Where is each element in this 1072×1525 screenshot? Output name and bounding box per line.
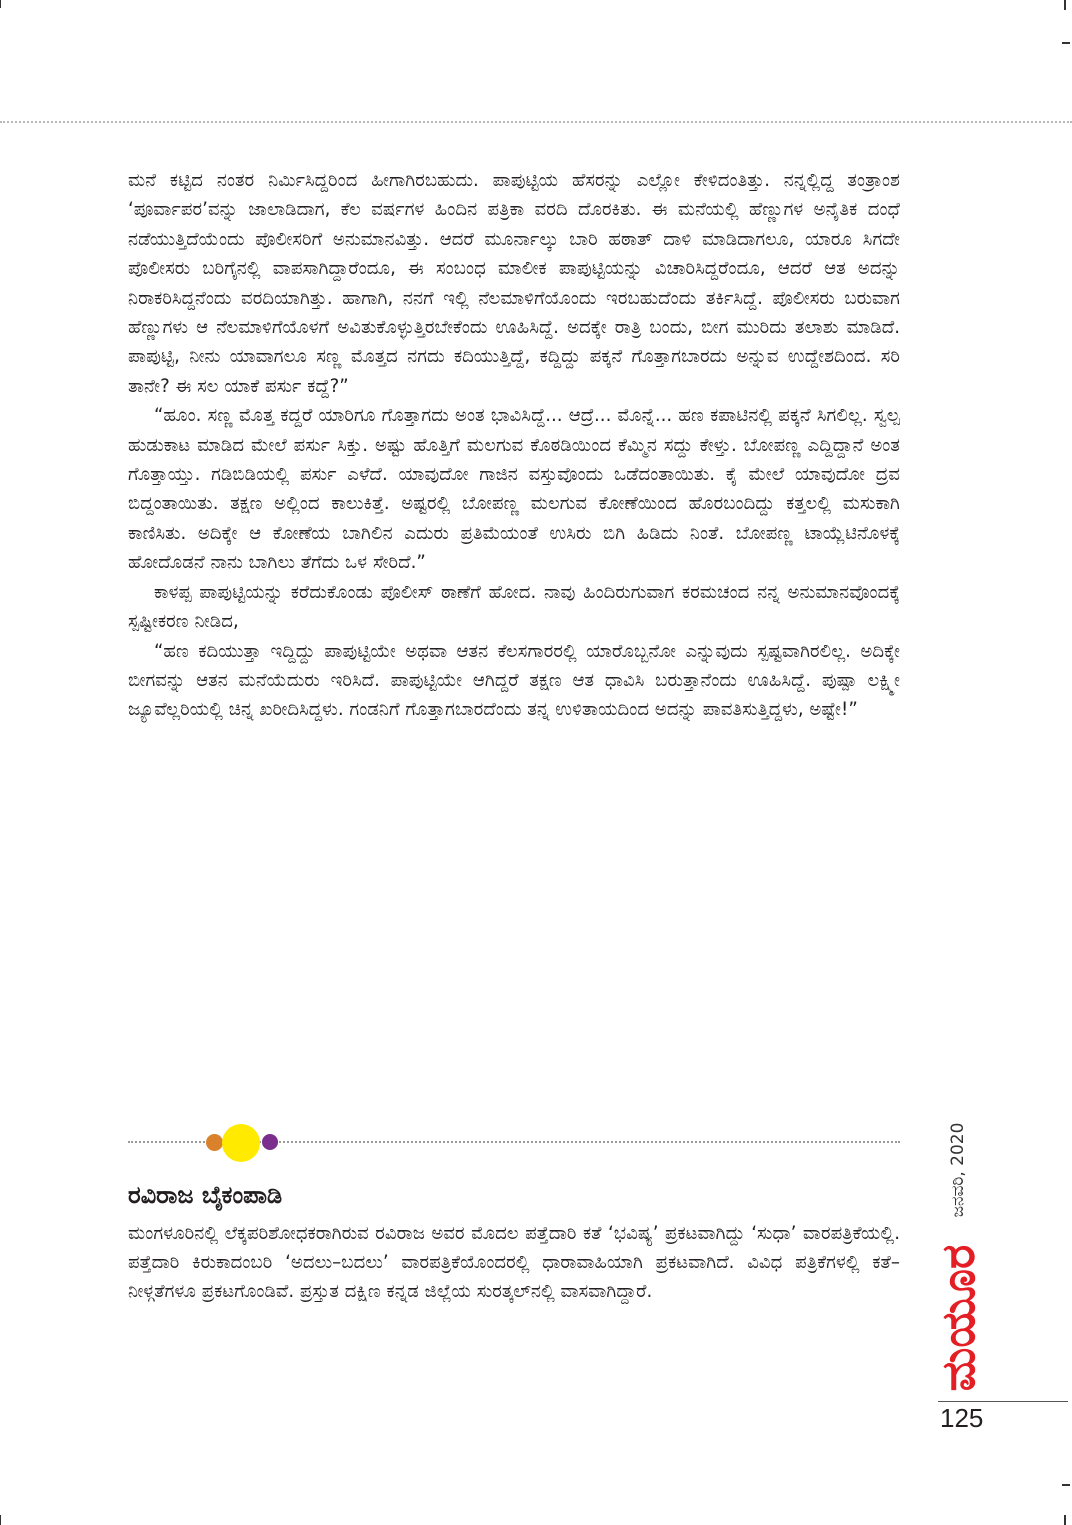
top-dotted-rule — [0, 121, 1072, 123]
crop-mark — [1062, 1484, 1070, 1486]
page-number-rule — [938, 1401, 1068, 1402]
magazine-logo — [920, 1232, 998, 1404]
issue-date — [938, 1110, 978, 1230]
author-bio: ಮಂಗಳೂರಿನಲ್ಲಿ ಲೆಕ್ಕಪರಿಶೋಧಕರಾಗಿರುವ ರವಿರಾಜ ಅವರ ಮೊದಲ ಪತ್ತೆದಾರಿ ಕತೆ ‘ಭವಿಷ್ಯ’ ಪ್ರಕಟವಾಗಿದ್ದು ‘ಸುಧಾ’ ವಾರಪತ್ರಿಕೆಯಲ್ಲಿ. ಪತ್ತೆದಾರಿ ಕಿರುಕಾದಂಬರಿ ‘ಅದಲು–ಬದಲು’ ವಾರಪತ್ರಿಕೆಯೊಂದರಲ್ಲಿ ಧಾರಾವಾಹಿಯಾಗಿ ಪ್ರಕಟವಾಗಿದೆ. ವಿವಿಧ ಪತ್ರಿಕೆಗಳಲ್ಲಿ ಕತೆ–ನೀಳ್ಗತೆಗಳೂ ಪ್ರಕಟಗೊಂಡಿವೆ. ಪ್ರಸ್ತುತ ದಕ್ಷಿಣ ಕನ್ನಡ ಜಿಲ್ಲೆಯ ಸುರತ್ಕಲ್‌ನಲ್ಲಿ ವಾಸವಾಗಿದ್ದಾರೆ. — [128, 1223, 900, 1302]
story-paragraph: ಮನೆ ಕಟ್ಟಿದ ನಂತರ ನಿರ್ಮಿಸಿದ್ದರಿಂದ ಹೀಗಾಗಿರಬಹುದು. ಪಾಪುಟ್ಟಿಯ ಹೆಸರನ್ನು ಎಲ್ಲೋ ಕೇಳಿದಂತಿತ್ತು. ನನ್ನಲ್ಲಿದ್ದ ತಂತ್ರಾಂಶ ‘ಪೂರ್ವಾಪರ’ವನ್ನು ಜಾಲಾಡಿದಾಗ, ಕೆಲ ವರ್ಷಗಳ ಹಿಂದಿನ ಪತ್ರಿಕಾ ವರದಿ ದೊರಕಿತು. ಈ ಮನೆಯಲ್ಲಿ ಹೆಣ್ಣುಗಳ ಅನೈತಿಕ ದಂಧೆ ನಡೆಯುತ್ತಿದೆಯೆಂದು ಪೊಲೀಸರಿಗೆ ಅನುಮಾನವಿತ್ತು. ಆದರೆ ಮೂರ್ನಾಲ್ಕು ಬಾರಿ ಹಠಾತ್ ದಾಳಿ ಮಾಡಿದಾಗಲೂ, ಯಾರೂ ಸಿಗದೇ ಪೊಲೀಸರು ಬರಿಗೈನಲ್ಲಿ ವಾಪಸಾಗಿದ್ದಾರೆಂದೂ, ಈ ಸಂಬಂಧ ಮಾಲೀಕ ಪಾಪುಟ್ಟಿಯನ್ನು ವಿಚಾರಿಸಿದ್ದರೆಂದೂ, ಆದರೆ ಆತ ಅದನ್ನು ನಿರಾಕರಿಸಿದ್ದನೆಂದು ವರದಿಯಾಗಿತ್ತು. ಹಾಗಾಗಿ, ನನಗೆ ಇಲ್ಲಿ ನೆಲಮಾಳಿಗೆಯೊಂದು ಇರಬಹುದೆಂದು ತರ್ಕಿಸಿದ್ದೆ. ಪೊಲೀಸರು ಬರುವಾಗ ಹೆಣ್ಣುಗಳು ಆ ನೆಲಮಾಳಿಗೆಯೊಳಗೆ ಅವಿತುಕೊಳ್ಳುತ್ತಿರಬೇಕೆಂದು ಊಹಿಸಿದ್ದೆ. ಅದಕ್ಕೇ ರಾತ್ರಿ ಬಂದು, ಬೀಗ ಮುರಿದು ತಲಾಶು ಮಾಡಿದೆ. ಪಾಪುಟ್ಟಿ, ನೀನು ಯಾವಾಗಲೂ ಸಣ್ಣ ಮೊತ್ತದ ನಗದು ಕದಿಯುತ್ತಿದ್ದೆ, ಕದ್ದಿದ್ದು ಪಕ್ಕನೆ ಗೊತ್ತಾಗಬಾರದು ಅನ್ನುವ ಉದ್ದೇಶದಿಂದ. ಸರಿ ತಾನೇ? ಈ ಸಲ ಯಾಕೆ ಪರ್ಸು ಕದ್ದೆ?” — [128, 170, 900, 397]
author-divider — [128, 1124, 900, 1164]
purple-dot-ornament — [262, 1134, 278, 1150]
crop-mark — [0, 1515, 1, 1525]
crop-mark — [0, 0, 1, 8]
author-name: ರವಿರಾಜ ಬೈಕಂಪಾಡಿ — [128, 1181, 283, 1209]
orange-dot-ornament — [206, 1134, 223, 1151]
crop-mark — [1062, 42, 1070, 44]
page-number: 125 — [940, 1403, 984, 1433]
crop-mark — [1064, 0, 1066, 10]
story-paragraph: “ಹೂಂ. ಸಣ್ಣ ಮೊತ್ತ ಕದ್ದರೆ ಯಾರಿಗೂ ಗೊತ್ತಾಗದು ಅಂತ ಭಾವಿಸಿದ್ದೆ... ಆದ್ರೆ... ಮೊನ್ನೆ... ಹಣ ಕಪಾಟಿನಲ್ಲಿ ಪಕ್ಕನೆ ಸಿಗಲಿಲ್ಲ. ಸ್ವಲ್ಪ ಹುಡುಕಾಟ ಮಾಡಿದ ಮೇಲೆ ಪರ್ಸು ಸಿಕ್ತು. ಅಷ್ಟು ಹೊತ್ತಿಗೆ ಮಲಗುವ ಕೊಠಡಿಯಿಂದ ಕೆಮ್ಮಿನ ಸದ್ದು ಕೇಳ್ತು. ಬೋಪಣ್ಣ ಎದ್ದಿದ್ದಾನೆ ಅಂತ ಗೊತ್ತಾಯ್ತು. ಗಡಿಬಿಡಿಯಲ್ಲಿ ಪರ್ಸು ಎಳೆದೆ. ಯಾವುದೋ ಗಾಜಿನ ವಸ್ತುವೊಂದು ಒಡೆದಂತಾಯಿತು. ಕೈ ಮೇಲೆ ಯಾವುದೋ ದ್ರವ ಬಿದ್ದಂತಾಯಿತು. ತಕ್ಷಣ ಅಲ್ಲಿಂದ ಕಾಲುಕಿತ್ತೆ. ಅಷ್ಟರಲ್ಲಿ ಬೋಪಣ್ಣ ಮಲಗುವ ಕೋಣೆಯಿಂದ ಹೊರಬಂದಿದ್ದು ಕತ್ತಲಲ್ಲಿ ಮಸುಕಾಗಿ ಕಾಣಿಸಿತು. ಅದಿಕ್ಕೇ ಆ ಕೋಣೆಯ ಬಾಗಿಲಿನ ಎದುರು ಪ್ರತಿಮೆಯಂತೆ ಉಸಿರು ಬಿಗಿ ಹಿಡಿದು ನಿಂತೆ. ಬೋಪಣ್ಣ ಟಾಯ್ಲೆಟಿನೊಳಕ್ಕೆ ಹೋದೊಡನೆ ನಾನು ಬಾಗಿಲು ತೆಗೆದು ಒಳ ಸೇರಿದೆ.” — [128, 405, 900, 574]
magazine-logo-text: ಮಯೂರ — [931, 1244, 985, 1392]
crop-mark — [1064, 1515, 1066, 1525]
issue-date-text: ಜನವರಿ, 2020 — [948, 1122, 968, 1218]
story-paragraph: ಕಾಳಪ್ಪ ಪಾಪುಟ್ಟಿಯನ್ನು ಕರೆದುಕೊಂಡು ಪೊಲೀಸ್ ಠಾಣೆಗೆ ಹೋದ. ನಾವು ಹಿಂದಿರುಗುವಾಗ ಕರಮಚಂದ ನನ್ನ ಅನುಮಾನವೊಂದಕ್ಕೆ ಸ್ಪಷ್ಟೀಕರಣ ನೀಡಿದ, — [128, 581, 900, 633]
story-body — [128, 166, 900, 725]
yellow-dot-ornament — [222, 1124, 260, 1162]
story-paragraph: “ಹಣ ಕದಿಯುತ್ತಾ ಇದ್ದಿದ್ದು ಪಾಪುಟ್ಟಿಯೇ ಅಥವಾ ಆತನ ಕೆಲಸಗಾರರಲ್ಲಿ ಯಾರೊಬ್ಬನೋ ಎನ್ನುವುದು ಸ್ಪಷ್ಟವಾಗಿರಲಿಲ್ಲ. ಅದಿಕ್ಕೇ ಬೀಗವನ್ನು ಆತನ ಮನೆಯೆದುರು ಇರಿಸಿದೆ. ಪಾಪುಟ್ಟಿಯೇ ಆಗಿದ್ದರೆ ತಕ್ಷಣ ಆತ ಧಾವಿಸಿ ಬರುತ್ತಾನೆಂದು ಊಹಿಸಿದ್ದೆ. ಪುಷ್ಪಾ ಲಕ್ಷ್ಮೀ ಜ್ಯೂವೆಲ್ಲರಿಯಲ್ಲಿ ಚಿನ್ನ ಖರೀದಿಸಿದ್ದಳು. ಗಂಡನಿಗೆ ಗೊತ್ತಾಗಬಾರದೆಂದು ತನ್ನ ಉಳಿತಾಯದಿಂದ ಅದನ್ನು ಪಾವತಿಸುತ್ತಿದ್ದಳು, ಅಷ್ಟೇ!” — [128, 640, 900, 721]
